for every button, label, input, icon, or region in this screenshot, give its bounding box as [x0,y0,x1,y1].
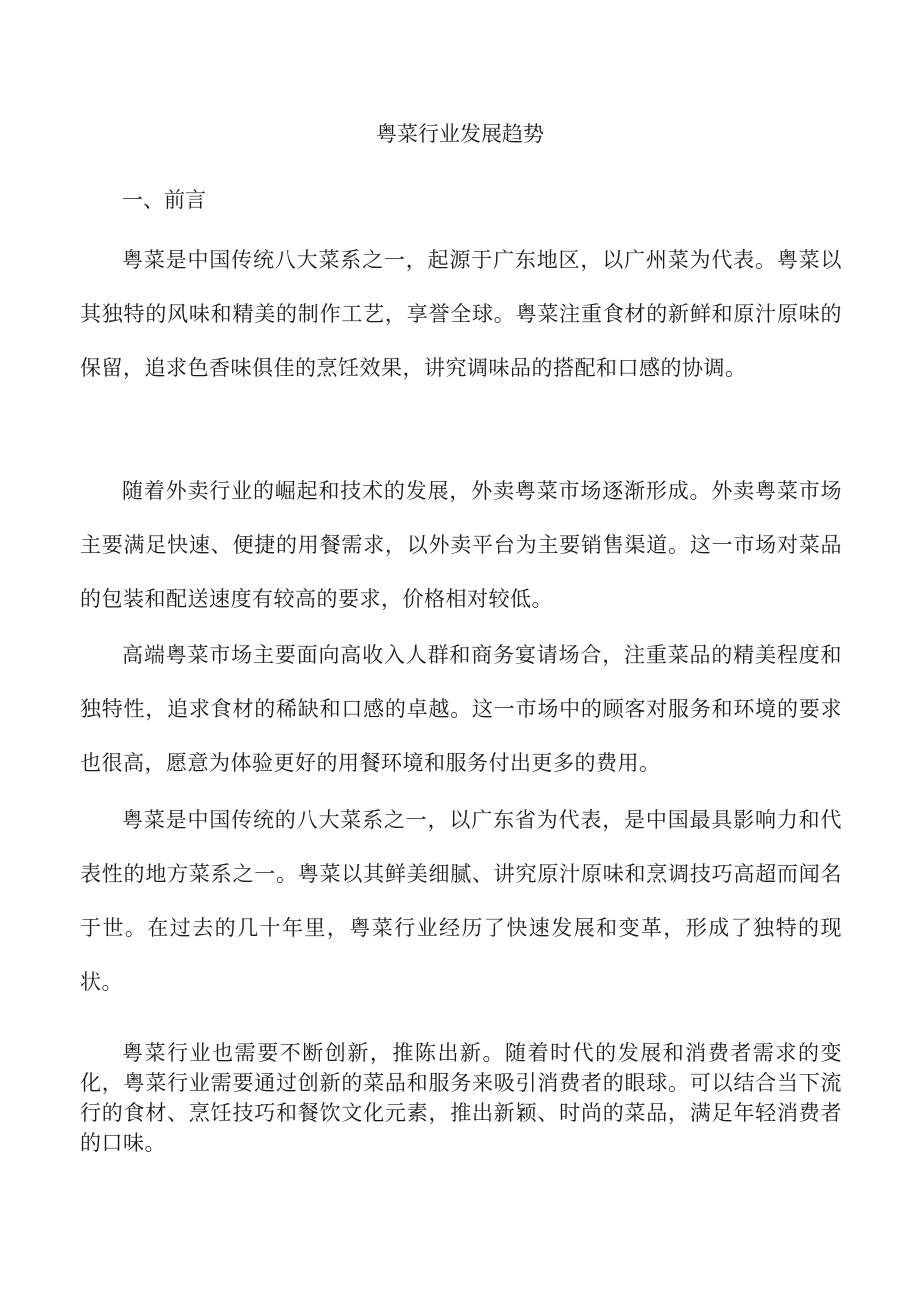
paragraph: 高端粤菜市场主要面向高收入人群和商务宴请场合，注重菜品的精美程度和独特性，追求食材的稀缺和口感的卓越。这一市场中的顾客对服务和环境的要求也很高，愿意为体验更好的用餐环境和服务付出更多的费用。 [80,643,842,775]
paragraph: 随着外卖行业的崛起和技术的发展，外卖粤菜市场逐渐形成。外卖粤菜市场主要满足快速、便捷的用餐需求，以外卖平台为主要销售渠道。这一市场对菜品的包装和配送速度有较高的要求，价格相对较低。 [80,479,842,611]
paragraph: 粤菜是中国传统八大菜系之一，起源于广东地区，以广州菜为代表。粤菜以其独特的风味和精美的制作工艺，享誉全球。粤菜注重食材的新鲜和原汁原味的保留，追求色香味俱佳的烹饪效果，讲究调味品的搭配和口感的协调。 [80,248,842,380]
document-title: 粤菜行业发展趋势 [376,122,544,146]
paragraph: 粤菜是中国传统的八大菜系之一，以广东省为代表，是中国最具影响力和代表性的地方菜系之一。粤菜以其鲜美细腻、讲究原汁原味和烹调技巧高超而闻名于世。在过去的几十年里，粤菜行业经历了快速发展和变革，形成了独特的现状。 [80,808,842,994]
paragraph: 粤菜行业也需要不断创新，推陈出新。随着时代的发展和消费者需求的变化，粤菜行业需要通过创新的菜品和服务来吸引消费者的眼球。可以结合当下流行的食材、烹饪技巧和餐饮文化元素，推出新颖、时尚的菜品，满足年轻消费者的口味。 [80,1041,842,1155]
section-heading: 一、前言 [122,188,206,212]
